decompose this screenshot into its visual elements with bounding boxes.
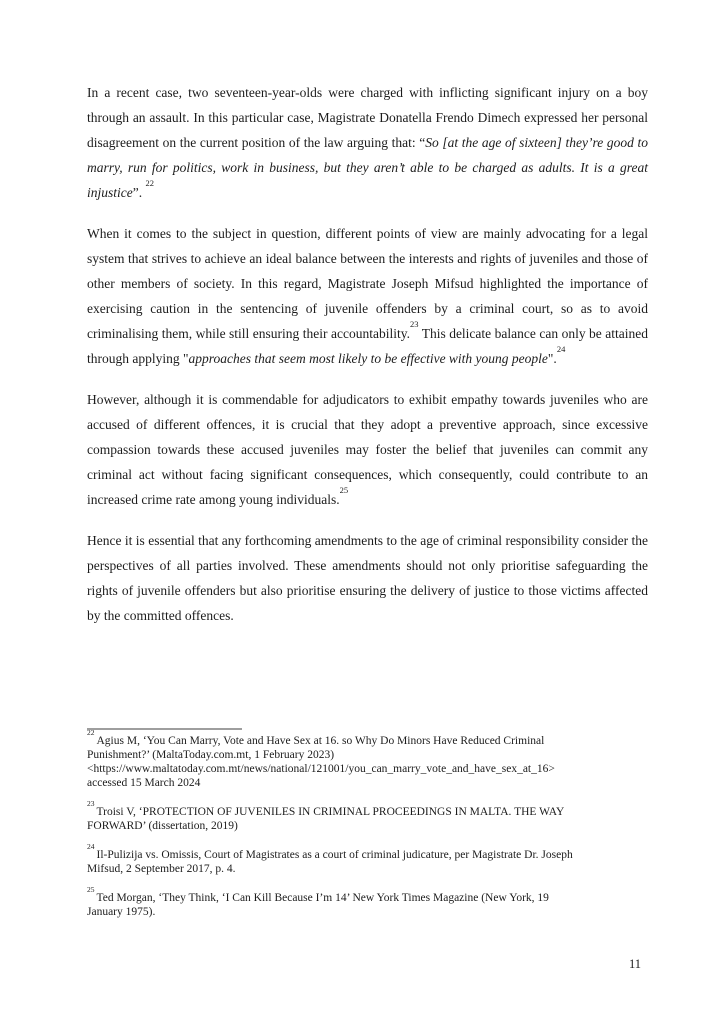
footnote-line	[87, 728, 648, 748]
footnote-25	[87, 885, 648, 919]
footnote-24	[87, 842, 648, 876]
footnote-text: Ted Morgan, ‘They Think, ‘I Can Kill Because I’m 14’ New York Times Magazine (New York, 19	[96, 892, 549, 904]
text-segment: Hence it is essential that any forthcoming amendments to the age of criminal responsibility consider the perspectives of all parties involved. These amendments should not only prioritise safeguarding the rights of juvenile offenders but also prioritise ensuring the delivery of justice to those victims affected by the committed offences.	[87, 533, 648, 623]
footnote-number: 25	[87, 885, 95, 895]
text-segment: When it comes to the subject in question, different points of view are mainly advocating for a legal system that strives to achieve an ideal balance between the interests and rights of juveniles and those of other members of society. In this regard, Magistrate Joseph Mifsud highlighted the importance of exercising caution in the sentencing of juvenile offenders by a criminal court, so as to avoid criminalising them, while still ensuring their accountability.	[87, 226, 648, 341]
page-number: 11	[628, 957, 641, 971]
paragraph-1	[87, 80, 648, 205]
text-segment: This delicate balance can only be attained through applying "	[87, 326, 649, 366]
footnote-line	[87, 799, 648, 819]
footnote-line: Mifsud, 2 September 2017, p. 4.	[87, 863, 236, 875]
text-segment: ".	[547, 351, 557, 366]
footnote-reference-23: 23	[409, 319, 419, 329]
quote-italic: approaches that seem most likely to be effective with young people	[188, 351, 548, 366]
footnote-line: Punishment?’ (MaltaToday.com.mt, 1 February 2023)	[87, 749, 335, 761]
footnote-reference-22: 22	[145, 178, 154, 188]
text-segment: In a recent case, two seventeen-year-olds were charged with inflicting significant injury on a boy through an assault. In this particular case, Magistrate Donatella Frendo Dimech expressed her personal disagreement on the current position of the law arguing that: “	[87, 85, 648, 150]
footnote-line	[87, 885, 648, 905]
paragraph-3	[87, 387, 648, 512]
footnote-separator	[87, 728, 242, 730]
footnote-text: Troisi V, ‘PROTECTION OF JUVENILES IN CRIMINAL PROCEEDINGS IN MALTA. THE WAY	[96, 806, 565, 818]
footnote-reference-25: 25	[339, 485, 349, 495]
footnote-section	[87, 728, 648, 934]
footnote-line: January 1975).	[87, 906, 156, 918]
footnote-23	[87, 799, 648, 833]
text-segment: However, although it is commendable for adjudicators to exhibit empathy towards juveniles who are accused of different offences, it is crucial that they adopt a preventive approach, since excessive compassion towards these accused juveniles may foster the belief that juveniles can commit any criminal act without facing significant consequences, which consequently, could contribute to an increased crime rate among young individuals.	[87, 392, 648, 507]
quote-italic: So [at the age of sixteen] they’re good to marry, run for politics, work in business, but they aren’t able to be charged as adults. It is a great injustice	[87, 135, 648, 200]
footnote-number: 23	[87, 799, 95, 809]
footnote-text: Agius M, ‘You Can Marry, Vote and Have Sex at 16. so Why Do Minors Have Reduced Criminal	[96, 735, 545, 747]
paragraph-2	[87, 221, 648, 371]
footnote-number: 22	[87, 728, 95, 738]
footnote-line: accessed 15 March 2024	[87, 777, 201, 789]
paragraph-4	[87, 528, 648, 628]
body-text	[87, 80, 648, 644]
footnote-text: Il-Pulizija vs. Omissis, Court of Magistrates as a court of criminal judicature, per Magistrate Dr. Joseph	[96, 849, 573, 861]
text-segment: ”.	[132, 185, 146, 200]
footnote-number: 24	[87, 842, 95, 852]
footnote-line: FORWARD’ (dissertation, 2019)	[87, 820, 238, 832]
footnote-url: <https://www.maltatoday.com.mt/news/national/121001/you_can_marry_vote_and_have_sex_at_16>	[87, 763, 555, 775]
footnote-reference-24: 24	[556, 344, 566, 354]
footnote-22	[87, 728, 648, 790]
footnote-line	[87, 842, 648, 862]
